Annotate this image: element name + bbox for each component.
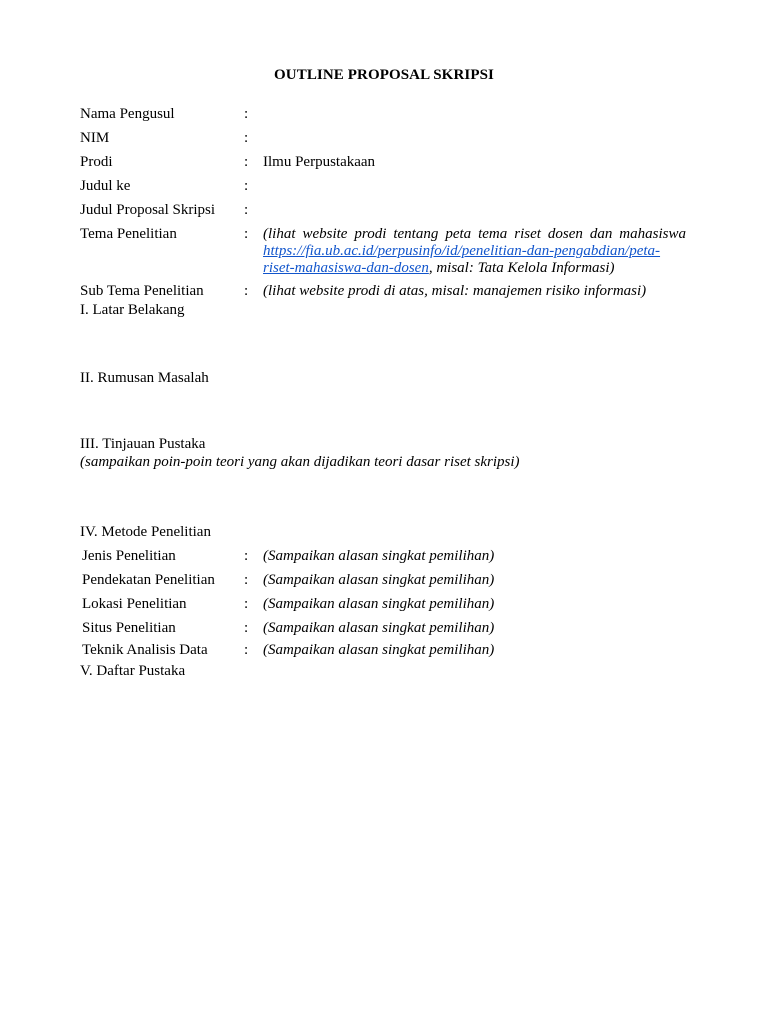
metode-value: (Sampaikan alasan singkat pemilihan) bbox=[263, 548, 495, 564]
section-latar-belakang: I. Latar Belakang bbox=[80, 302, 185, 318]
field-value: (lihat website prodi di atas, misal: manajemen risiko informasi) bbox=[263, 283, 647, 299]
metode-value: (Sampaikan alasan singkat pemilihan) bbox=[263, 572, 495, 588]
field-colon: : bbox=[244, 226, 249, 242]
section-tinjauan-pustaka: III. Tinjauan Pustaka bbox=[80, 436, 206, 452]
tema-text-before: (lihat website prodi tentang peta tema riset dosen dan mahasiswa bbox=[263, 226, 686, 242]
tema-text-after: , misal: Tata Kelola Informasi) bbox=[428, 260, 615, 276]
field-label: Tema Penelitian bbox=[80, 226, 177, 242]
field-colon: : bbox=[244, 106, 249, 122]
field-colon: : bbox=[244, 202, 249, 218]
field-label: Nama Pengusul bbox=[80, 106, 175, 122]
tema-value bbox=[263, 226, 686, 277]
field-colon: : bbox=[244, 178, 249, 194]
field-colon: : bbox=[244, 130, 249, 146]
metode-value: (Sampaikan alasan singkat pemilihan) bbox=[263, 642, 495, 658]
field-row-tema bbox=[80, 226, 700, 278]
field-colon: : bbox=[244, 572, 249, 588]
field-value: Ilmu Perpustakaan bbox=[263, 154, 376, 170]
section-metode-penelitian: IV. Metode Penelitian bbox=[80, 524, 211, 540]
field-colon: : bbox=[244, 596, 249, 612]
metode-value: (Sampaikan alasan singkat pemilihan) bbox=[263, 620, 495, 636]
metode-label: Jenis Penelitian bbox=[82, 548, 176, 564]
tinjauan-note: (sampaikan poin-poin teori yang akan dijadikan teori dasar riset skripsi) bbox=[80, 454, 520, 470]
metode-label: Pendekatan Penelitian bbox=[82, 572, 215, 588]
field-label: Prodi bbox=[80, 154, 113, 170]
field-colon: : bbox=[244, 642, 249, 658]
field-label: Sub Tema Penelitian bbox=[80, 283, 204, 299]
field-colon: : bbox=[244, 154, 249, 170]
field-colon: : bbox=[244, 548, 249, 564]
field-label: NIM bbox=[80, 130, 110, 146]
tema-website-link[interactable]: https://fia.ub.ac.id/perpusinfo/id/penelitian-dan-pengabdian/peta-riset-mahasiswa-dan-dosen bbox=[263, 243, 661, 276]
field-label: Judul Proposal Skripsi bbox=[80, 202, 216, 218]
section-daftar-pustaka: V. Daftar Pustaka bbox=[80, 663, 186, 679]
field-colon: : bbox=[244, 283, 249, 299]
metode-label: Lokasi Penelitian bbox=[82, 596, 187, 612]
section-rumusan-masalah: II. Rumusan Masalah bbox=[80, 370, 209, 386]
field-colon: : bbox=[244, 620, 249, 636]
metode-label: Teknik Analisis Data bbox=[82, 642, 208, 658]
metode-value: (Sampaikan alasan singkat pemilihan) bbox=[263, 596, 495, 612]
document-title: OUTLINE PROPOSAL SKRIPSI bbox=[274, 67, 494, 83]
metode-label: Situs Penelitian bbox=[82, 620, 176, 636]
field-label: Judul ke bbox=[80, 178, 131, 194]
